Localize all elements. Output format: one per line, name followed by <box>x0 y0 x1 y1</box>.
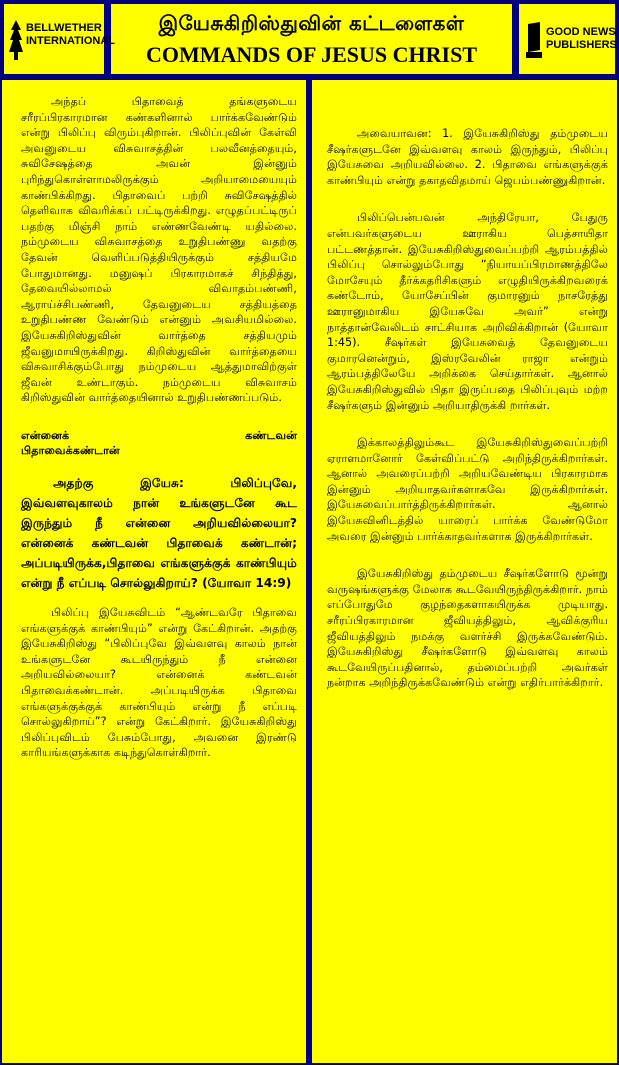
title-box <box>109 2 514 76</box>
right-paragraph-2: பிலிப்பென்பவன் அந்திரேயா, பேதுரு என்பவர்களுடைய ஊராகிய பெத்சாயிதா பட்டணத்தான். இயேசுகிறிஸ்துவைப்பற்றி ஆரம்பத்தில் பிலிப்பு சொல்லும்போது “நியாயப்பிரமாணத்திலே மோசேயும் தீர்க்கதரிசிகளும் எழுதியிருக்கிறவரைக் கண்டோம், யோசேப்பின் குமாரனும் நாசரேத்து ஊரானுமாகிய இயேசுவே அவர்” என்று நாத்தான்வேலிடம் சாட்சியாக அறிவிக்கிறான் (யோவா 1:45). சீஷர்கள் இயேசுவைத் தேவனுடைய குமாரனென்றும், இஸ்ரவேலின் ராஜா என்றும் ஆரம்பத்திலேயே அறிக்கை செய்தார்கள். ஆனால் இயேசுகிறிஸ்துவில் பிதா இருப்பதை பிலிப்புவும் மற்ற சீஷர்களும் இன்னும் அறியாதிருக்கி றார்கள். <box>327 211 608 412</box>
title-english: COMMANDS OF JESUS CHRIST <box>145 41 478 67</box>
right-column <box>312 80 617 1063</box>
scripture-quote: அதற்கு இயேசு: பிலிப்புவே, இவ்வளவுகாலம் நான் உங்களுடனே கூட இருந்தும் நீ என்னை அறியவில்லையா? என்னைக் கண்டவன் பிதாவைக் கண்டான்; அப்படியிருக்க,பிதாவை எங்களுக்குக் காண்பியும் என்று நீ எப்படி சொல்லுகிறாய்? (யோவா 14:9) <box>21 476 297 591</box>
right-paragraph-4: இயேசுகிறிஸ்து தம்முடைய சீஷர்களோடு மூன்று வருஷங்களுக்கு மேலாக கூடவேயிருந்திருக்கிறார். நாம் எப்போதுமே குழந்தைகளாகயிருக்க முடியாது. சரீரப்பிரகாரமான ஜீவியத்திலும், ஆவிக்குரிய ஜீவியத்திலும் நமக்கு வளர்ச்சி இருக்கவேண்டும். இயேசுகிறிஸ்து சீஷர்களோடு இவ்வளவு காலம் கூடவேயிருப்பதினால், தம்மைப்பற்றி அவர்கள் நன்றாக அறிந்திருக்கவேண்டும் என்று எதிர்பார்க்கிறார். <box>327 567 608 690</box>
bellwether-logo <box>2 2 116 76</box>
bellwether-sheep-icon <box>8 18 24 62</box>
good-news-book-icon <box>525 20 543 60</box>
good-news-logo-text: GOOD NEWS PUBLISHERS <box>546 26 617 51</box>
section-heading-line1: என்னைக் கண்டவன் <box>21 428 297 442</box>
good-news-logo <box>517 2 617 76</box>
section-heading-line2: பிதாவைக்கண்டான் <box>21 444 120 458</box>
title-tamil: இயேசுகிறிஸ்துவின் கட்டளைகள் <box>158 10 465 35</box>
right-paragraph-3: இக்காலத்திலும்கூட இயேசுகிறிஸ்துவைப்பற்றி ஏராளமானோர் கேள்விப்பட்டு அறிந்திருக்கிறார்கள். ஆனால் அவரைப்பற்றி அறியவேண்டிய பிரகாரமாக இன்னும் அறியாதவர்களாகவே இருக்கிறார்கள். இயேசுவைப்பார்த்திருக்கிறார்கள். ஆனால் இயேசுவினிடத்தில் யாரைப் பார்க்க வேண்டுமோ அவரை இன்னும் பார்க்காதவர்களாக இருக்கிறார்கள். <box>327 436 608 543</box>
left-paragraph-1: அந்தப் பிதாவைத் தங்களுடைய சரீரப்பிரகாரமான கண்களினால் பார்க்கவேண்டும் என்று பிலிப்பு விரும்புகிறான். பிலிப்புவின் கேள்வி அவனுடைய விசுவாசத்தின் பலவீனத்தையும், சுவிசேஷத்தை அவன் இன்னும் புரிந்துகொள்ளாமலிருக்கும் அறியாமையையும் காண்பிக்கிறது. பிதாவைப் பற்றி சுவிசேஷத்தில் தெளிவாக விவரிக்கப் பட்டிருக்கிறது. எழுதப்பட்டிருப் பதற்கு மிஞ்சி நாம் எண்ணவேண்டி யதில்லை. நம்முடைய விசுவாசத்தை உறுதிபண்ணு வதற்கு தேவன் வெளிப்படுத்தியிருக்கும் சத்தியமே போதுமானது. மனுஷப் பிரகாரமாகச் சிந்தித்து, தேவையில்லாமல் விவாதம்பண்ணி, ஆராய்ச்சிபண்ணி, தேவனுடைய சத்தியத்தை உறுதிபண்ண வேண்டும் என்னும் அவசியமில்லை. இயேசுகிறிஸ்துவின் வார்த்தை சத்தியமும் ஜீவனுமாயிருக்கிறது. கிறிஸ்துவின் வார்த்தையை விசுவாசிக்கும்போது நம்முடைய ஆத்துமாவிற்குள் ஜீவன் உண்டாகும். நம்முடைய விசுவாசம் கிறிஸ்துவின் வார்த்தையினால் உறுதிபண்ணப்படும். <box>21 95 297 405</box>
bellwether-logo-text: BELLWETHER INTERNATIONAL <box>26 22 116 47</box>
right-paragraph-1: அவையாவன: 1. இயேசுகிறிஸ்து தம்முடைய சீஷர்களுடனே இவ்வளவு காலம் இருந்தும், பிலிப்பு இயேசுவை அறியவில்லை. 2. பிதாவை எங்களுக்குக் காண்பியும் என்று தகாதவிதமாய் ஜெபம்பண்ணுகிறான். <box>327 127 608 187</box>
left-column <box>2 80 308 1063</box>
header-bar <box>2 2 617 76</box>
section-heading <box>21 428 297 459</box>
left-paragraph-3: பிலிப்பு இயேசுவிடம் “ஆண்டவரே பிதாவை எங்களுக்குக் காண்பியும்” என்று கேட்கிறான். அதற்கு இயேசுகிறிஸ்து “பிலிப்புவே இவ்வளவு காலம் நான் உங்களுடனே கூடயிருந்தும் நீ என்னை அறியவில்லையா? என்னைக் கண்டவன் பிதாவைக்கண்டான். அப்படியிருக்க பிதாவை எங்களுக்குக்குக் காண்பியும் என்று நீ எப்படி சொல்லுகிறாய்”? என்று கேட்கிறார். இயேசுகிறிஸ்து பிலிப்புவிடம் பேசும்போது, அவனை இரண்டு காரியங்களுக்காக கடிந்துகொள்கிறார். <box>21 606 297 760</box>
